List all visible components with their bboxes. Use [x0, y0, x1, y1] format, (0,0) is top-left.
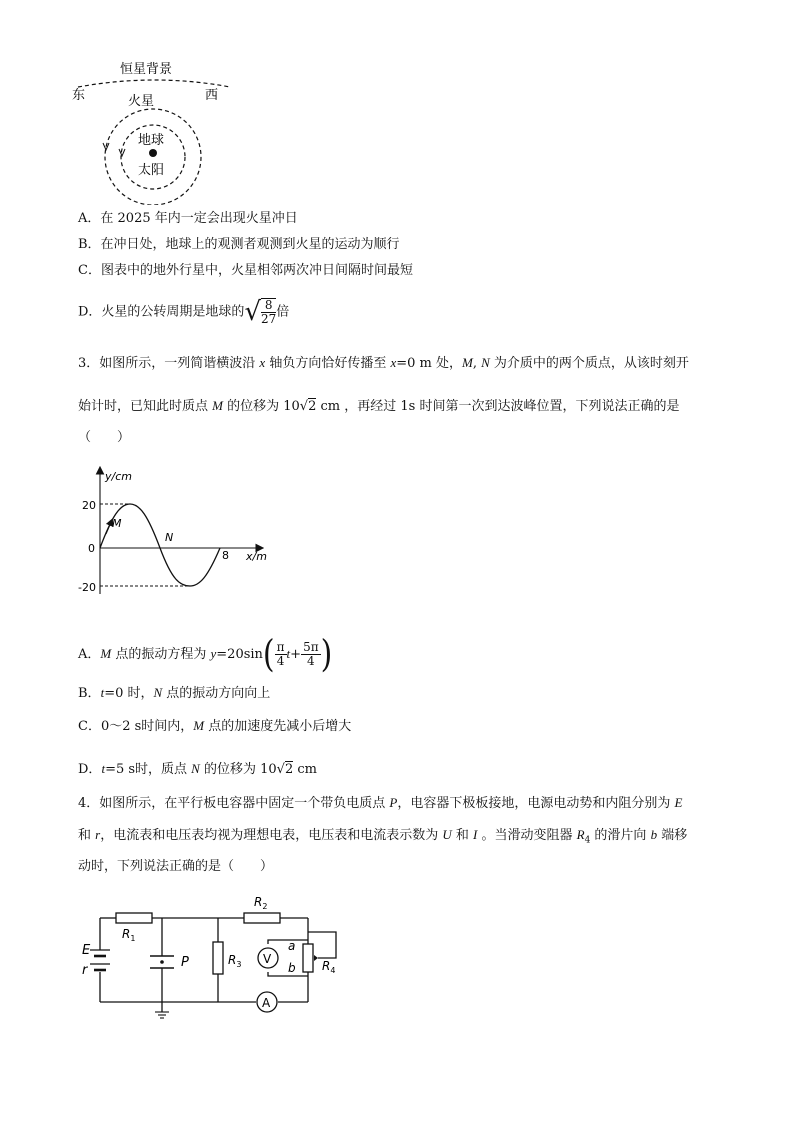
q4-var: E [674, 795, 683, 810]
q3-text: =0 时， [104, 686, 154, 701]
q3-text: + [290, 647, 302, 662]
fraction [275, 641, 287, 668]
q2-option-d-prefix: D．火星的公转周期是地球的 [78, 304, 245, 320]
q4-var: U [442, 827, 452, 842]
q3-text: 点的振动方向向上 [162, 686, 271, 701]
east-label: 东 [72, 88, 86, 103]
right-paren: ) [320, 632, 333, 676]
sqrt-radicand: 2 [308, 399, 317, 414]
q2-option-b: B．在冲日处，地球上的观测者观测到火星的运动为顺行 [78, 237, 400, 252]
q4-text: 和 [451, 828, 473, 843]
q3-var: t [101, 761, 106, 776]
q3-text: 点的振动方程为 [111, 647, 211, 662]
q3-var: N [481, 355, 490, 370]
sqrt-symbol: √ [244, 297, 262, 327]
q4-line-2 [78, 826, 687, 850]
label-r3: $R_3$ [228, 953, 242, 969]
label-p: P [181, 955, 189, 970]
x-axis-label: x/m [246, 550, 267, 563]
q3-line-3: （ ） [78, 430, 131, 445]
ground-symbol [155, 1012, 169, 1018]
resistor-r3 [213, 942, 223, 974]
label-v: V [263, 952, 272, 966]
q4-text: 的滑片向 [590, 828, 651, 843]
fraction-denominator: 4 [307, 654, 315, 668]
sun-dot [149, 149, 157, 157]
earth-label: 地球 [138, 133, 165, 148]
q3-var: M [193, 718, 205, 733]
wave-graph [72, 464, 272, 604]
q3-var: x [390, 355, 397, 370]
label-e: E [82, 943, 91, 958]
fraction-numerator: 5π [303, 640, 319, 654]
q3-text: cm ，再经过 1s 时间第一次到达波峰位置，下列说法正确的是 [316, 399, 680, 414]
label-r2: $R_2$ [254, 895, 268, 911]
q3-text: , [472, 356, 482, 371]
option-label: B． [78, 686, 101, 701]
star-background-label: 恒星背景 [120, 62, 173, 77]
fraction-denominator: 27 [261, 312, 277, 326]
q2-option-c: C．图表中的地外行星中，火星相邻两次冲日间隔时间最短 [78, 263, 413, 278]
q2-option-d [78, 298, 289, 326]
resistor-r2 [244, 913, 280, 923]
battery [90, 950, 110, 970]
q4-var: I [473, 827, 478, 842]
star-background-arc [78, 80, 230, 87]
q4-var: r [95, 827, 101, 842]
q3-text: 点的加速度先减小后增大 [204, 719, 352, 734]
q3-text: 始计时，已知此时质点 [78, 399, 213, 414]
left-paren: ( [262, 632, 275, 676]
q3-var: M [462, 355, 473, 370]
resistor-r1 [116, 913, 152, 923]
q3-text: 轴负方向恰好传播至 [265, 356, 391, 371]
label-r1: $R_1$ [122, 927, 136, 943]
q3-text: =5 s时，质点 [105, 762, 192, 777]
q3-text: 的位移为 10 [199, 762, 277, 777]
q3-var: M [100, 646, 112, 661]
west-label: 西 [205, 88, 219, 103]
q4-text: 。当滑动变阻器 [477, 828, 577, 843]
sqrt-symbol: √ [276, 762, 285, 777]
tick-neg-20: -20 [78, 581, 96, 594]
label-a-meter: A [262, 996, 271, 1010]
point-n-label: N [165, 531, 174, 544]
fraction-numerator: 8 [261, 299, 276, 313]
y-axis-label: y/cm [105, 470, 132, 483]
sun-label: 太阳 [138, 163, 165, 178]
q3-var: y [210, 646, 217, 661]
q3-text: 3．如图所示，一列简谐横波沿 [78, 356, 260, 371]
mars-label: 火星 [128, 94, 155, 109]
slider-arrow [314, 955, 318, 961]
q4-var: P [389, 795, 398, 810]
option-label: A． [78, 647, 101, 662]
q3-text: 为介质中的两个质点，从该时刻开 [489, 356, 689, 371]
point-m-label: M [112, 517, 122, 530]
q2-option-d-suffix: 倍 [276, 304, 290, 320]
q4-text: ，电流表和电压表均视为理想电表，电压表和电流表示数为 [100, 828, 443, 843]
q4-line-1 [78, 794, 682, 813]
q3-line-2 [78, 397, 679, 416]
fraction [301, 641, 321, 668]
q3-text: cm [293, 762, 317, 777]
q3-text: 的位移为 10 [222, 399, 300, 414]
label-r4: $R_4$ [322, 959, 336, 975]
q2-option-a: A．在 2025 年内一定会出现火星冲日 [78, 211, 298, 226]
q3-var: N [191, 761, 200, 776]
q3-text: C．0～2 s时间内， [78, 719, 194, 734]
q3-var: t [286, 646, 291, 661]
fraction-denominator: 4 [276, 654, 285, 668]
q3-var: t [100, 685, 105, 700]
q4-text: 和 [78, 828, 96, 843]
q3-option-c [78, 717, 351, 736]
q3-option-b [78, 684, 270, 703]
q4-var: R [576, 827, 585, 842]
q3-text: =0 m 处， [396, 356, 462, 371]
q4-text: 端移 [657, 828, 688, 843]
label-a-terminal: a [288, 939, 296, 953]
charge-p-dot [160, 960, 164, 964]
tick-8: 8 [222, 549, 229, 562]
orbit-figure [70, 55, 240, 205]
q4-text: 4．如图所示，在平行板电容器中固定一个带负电质点 [78, 796, 390, 811]
option-label: D． [78, 762, 102, 777]
q4-var: b [650, 827, 658, 842]
tick-0: 0 [88, 542, 95, 555]
label-b-terminal: b [288, 961, 296, 975]
q3-var: x [259, 355, 266, 370]
sqrt-radicand: 2 [284, 762, 294, 777]
q4-subscript: 4 [584, 835, 591, 846]
q3-text: =20sin [216, 647, 263, 662]
q3-var: N [153, 685, 163, 700]
fraction-numerator: π [276, 640, 285, 654]
q4-text: ，电容器下极板接地，电源电动势和内阻分别为 [397, 796, 675, 811]
label-r: r [82, 963, 88, 978]
q3-var: M [212, 398, 223, 413]
sqrt-fraction [261, 298, 276, 326]
q3-option-a [78, 632, 333, 676]
resistor-r4 [303, 944, 313, 972]
circuit-diagram [78, 892, 358, 1022]
q4-line-3: 动时，下列说法正确的是（ ） [78, 859, 274, 874]
q3-line-1 [78, 354, 689, 373]
sqrt-symbol: √ [299, 399, 309, 414]
tick-20: 20 [82, 499, 96, 512]
q3-option-d [78, 760, 317, 779]
